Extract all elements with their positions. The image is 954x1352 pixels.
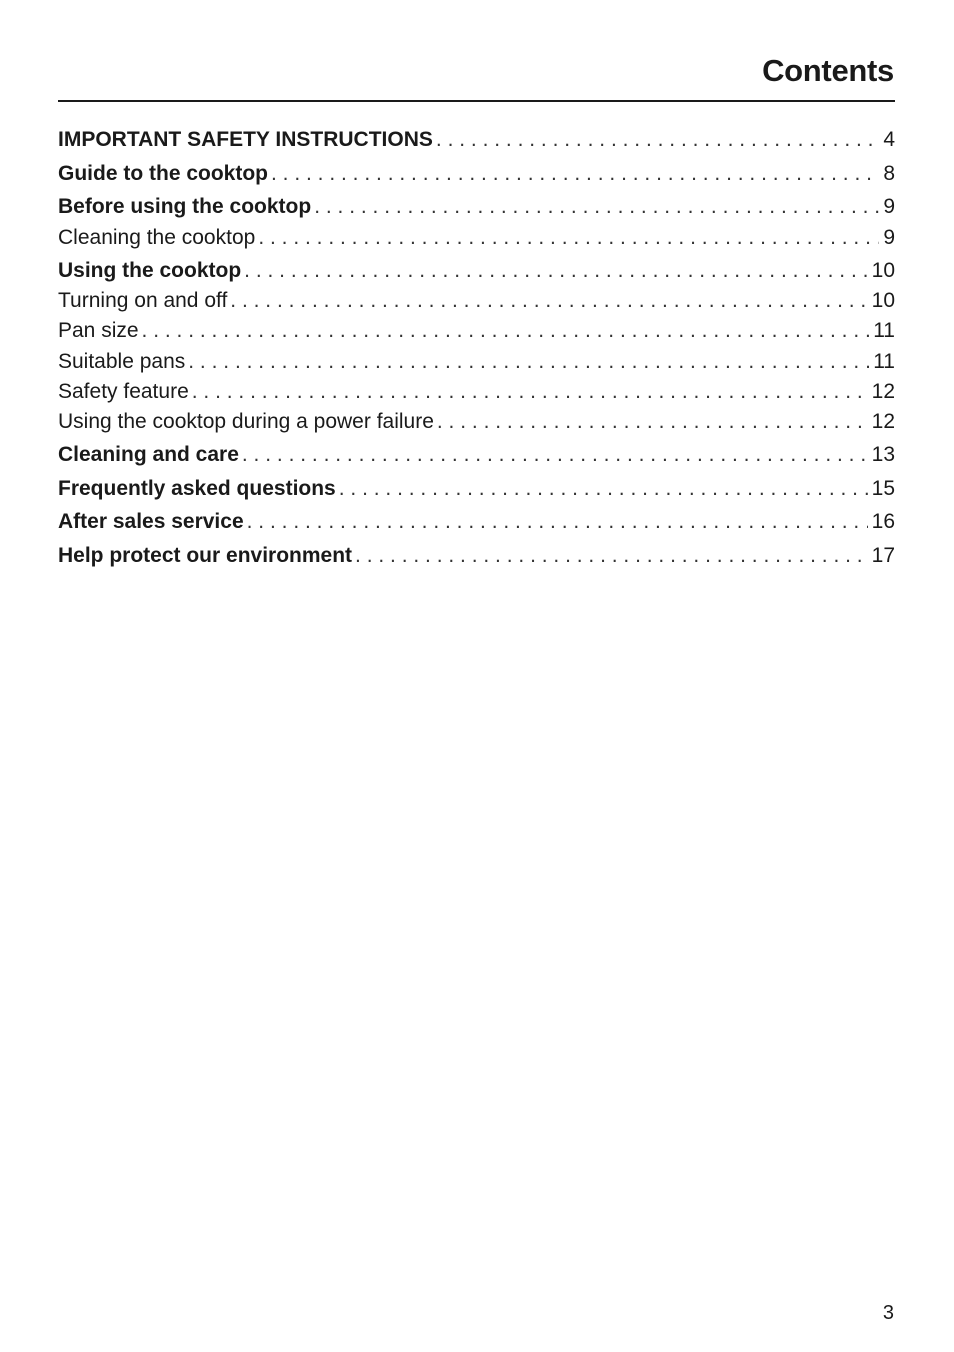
toc-entry-page: 12 — [871, 380, 895, 403]
toc-dot-leader — [142, 316, 870, 346]
toc-entry-label: Before using the cooktop — [58, 195, 312, 218]
toc-entry-page: 17 — [871, 544, 895, 567]
toc-entry-cleaning-the-cooktop[interactable] — [58, 223, 895, 253]
toc-entry-page: 10 — [871, 289, 895, 312]
toc-entry-page: 11 — [873, 350, 895, 373]
toc-entry-help-protect-our-environment[interactable] — [58, 541, 895, 571]
toc-entry-label: Using the cooktop — [58, 259, 242, 282]
toc-entry-label: Cleaning and care — [58, 443, 239, 466]
toc-entry-pan-size[interactable] — [58, 316, 895, 346]
toc-entry-page: 11 — [873, 319, 895, 342]
toc-entry-label: Turning on and off — [58, 289, 228, 312]
toc-entry-page: 4 — [883, 128, 895, 151]
toc-dot-leader — [242, 440, 868, 470]
toc-entry-page: 15 — [871, 477, 895, 500]
toc-dot-leader — [230, 286, 867, 316]
toc-entry-label: Cleaning the cooktop — [58, 226, 256, 249]
toc-dot-leader — [314, 192, 879, 222]
toc-entry-page: 12 — [871, 410, 895, 433]
toc-dot-leader — [437, 407, 868, 437]
toc-entry-safety-feature[interactable] — [58, 377, 895, 407]
toc-entry-page: 16 — [871, 510, 895, 533]
toc-dot-leader — [247, 507, 868, 537]
toc-entry-using-the-cooktop[interactable] — [58, 256, 895, 286]
toc-entry-label: Safety feature — [58, 380, 189, 403]
toc-entry-label: Help protect our environment — [58, 544, 353, 567]
toc-entry-guide-to-the-cooktop[interactable] — [58, 159, 895, 189]
toc-entry-page: 9 — [883, 195, 895, 218]
toc-entry-before-using-the-cooktop[interactable] — [58, 192, 895, 222]
toc-entry-suitable-pans[interactable] — [58, 347, 895, 377]
toc-entry-page: 8 — [883, 162, 895, 185]
toc-dot-leader — [188, 347, 869, 377]
toc-entry-label: Frequently asked questions — [58, 477, 336, 500]
toc-entry-after-sales-service[interactable] — [58, 507, 895, 537]
page-title: Contents — [762, 53, 894, 88]
toc-entry-label: Suitable pans — [58, 350, 186, 373]
toc-entry-important-safety-instructions[interactable] — [58, 125, 895, 155]
toc-entry-cleaning-and-care[interactable] — [58, 440, 895, 470]
toc-entry-page: 10 — [871, 259, 895, 282]
toc-dot-leader — [355, 541, 868, 571]
toc-dot-leader — [258, 223, 879, 253]
title-divider — [58, 100, 895, 102]
toc-entry-page: 13 — [871, 443, 895, 466]
toc-entry-label: After sales service — [58, 510, 244, 533]
toc-entry-page: 9 — [883, 226, 895, 249]
toc-dot-leader — [339, 474, 868, 504]
toc-dot-leader — [244, 256, 867, 286]
toc-entry-frequently-asked-questions[interactable] — [58, 474, 895, 504]
toc-entry-turning-on-and-off[interactable] — [58, 286, 895, 316]
page-number: 3 — [882, 1302, 894, 1324]
toc-entry-power-failure[interactable] — [58, 407, 895, 437]
toc-dot-leader — [436, 125, 879, 155]
toc-entry-label: Using the cooktop during a power failure — [58, 410, 434, 433]
toc-entry-label: Pan size — [58, 319, 139, 342]
toc-entry-label: IMPORTANT SAFETY INSTRUCTIONS — [58, 128, 433, 151]
toc-dot-leader — [271, 159, 879, 189]
toc-entry-label: Guide to the cooktop — [58, 162, 268, 185]
toc-dot-leader — [192, 377, 868, 407]
